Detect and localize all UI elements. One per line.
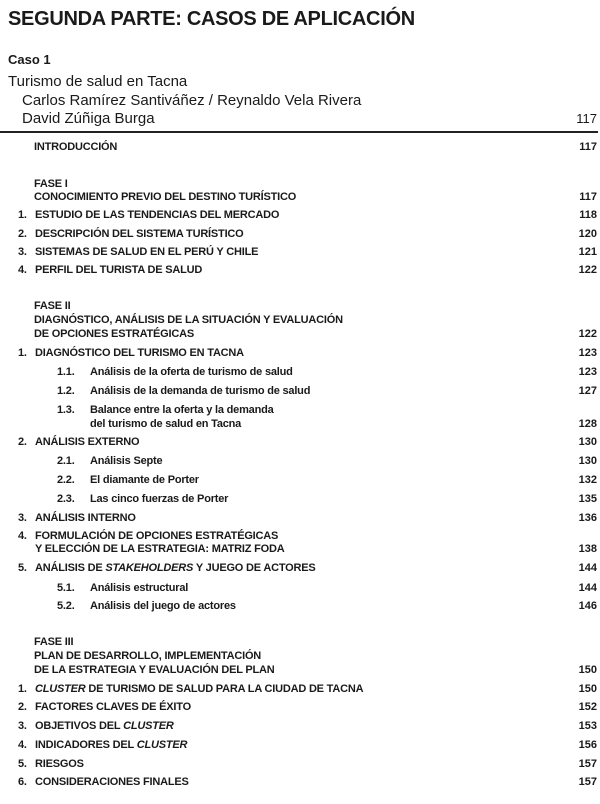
- item-text: OBJETIVOS DEL: [35, 720, 124, 732]
- page-number: 127: [578, 385, 597, 397]
- item-text: DE TURISMO DE SALUD PARA LA CIUDAD DE TACNA: [85, 683, 364, 695]
- toc-item[interactable]: FORMULACIÓN DE OPCIONES ESTRATÉGICAS: [35, 530, 279, 542]
- item-number: 2.2.: [57, 474, 75, 486]
- item-number: 1.: [18, 209, 27, 221]
- item-text-italic: CLUSTER: [123, 720, 174, 732]
- toc-item[interactable]: [35, 683, 363, 695]
- toc-subitem[interactable]: Las cinco fuerzas de Porter: [90, 493, 229, 505]
- page-number: 130: [578, 455, 597, 467]
- item-number: 5.1.: [57, 582, 75, 594]
- item-text-italic: STAKEHOLDERS: [105, 562, 194, 574]
- page-number: 122: [578, 328, 597, 340]
- fase-title-line1[interactable]: PLAN DE DESARROLLO, IMPLEMENTACIÓN: [34, 650, 262, 662]
- authors-line-2: David Zúñiga Burga: [22, 110, 155, 127]
- toc-item[interactable]: CONSIDERACIONES FINALES: [35, 776, 189, 788]
- toc-subitem[interactable]: Análisis Septe: [90, 455, 163, 467]
- item-number: 5.: [18, 758, 27, 770]
- page-number: 144: [578, 562, 597, 574]
- toc-item[interactable]: SISTEMAS DE SALUD EN EL PERÚ Y CHILE: [35, 246, 259, 258]
- toc-item[interactable]: ANÁLISIS INTERNO: [35, 512, 136, 524]
- fase-title-line1[interactable]: DIAGNÓSTICO, ANÁLISIS DE LA SITUACIÓN Y EVALUACIÓN: [34, 314, 343, 326]
- toc-subitem[interactable]: Análisis estructural: [90, 582, 189, 594]
- item-number: 5.: [18, 562, 27, 574]
- page-number: 150: [578, 683, 597, 695]
- page-number: 157: [578, 776, 597, 788]
- item-number: 1.2.: [57, 385, 75, 397]
- item-text: INDICADORES DEL: [35, 739, 137, 751]
- item-number: 2.1.: [57, 455, 75, 467]
- item-text-italic: CLUSTER: [136, 739, 188, 751]
- case-title: Turismo de salud en Tacna: [8, 73, 188, 90]
- fase-title-line2[interactable]: DE LA ESTRATEGIA Y EVALUACIÓN DEL PLAN: [34, 664, 275, 676]
- item-text: ANÁLISIS DE: [35, 562, 106, 574]
- divider: [0, 131, 598, 133]
- toc-item-line2[interactable]: Y ELECCIÓN DE LA ESTRATEGIA: MATRIZ FODA: [35, 543, 285, 555]
- item-number: 1.1.: [57, 366, 75, 378]
- case-label: Caso 1: [8, 52, 51, 67]
- item-number: 4.: [18, 739, 27, 751]
- item-number: 1.: [18, 347, 27, 359]
- page-number: 144: [578, 582, 597, 594]
- page-number: 152: [578, 701, 597, 713]
- fase-title[interactable]: CONOCIMIENTO PREVIO DEL DESTINO TURÍSTICO: [34, 191, 297, 203]
- page-number: 118: [579, 209, 597, 221]
- toc-subitem-line2[interactable]: del turismo de salud en Tacna: [90, 418, 242, 430]
- fase-label: FASE II: [34, 300, 71, 312]
- fase-label: FASE III: [34, 636, 74, 648]
- case-page: 117: [576, 111, 597, 126]
- page-number: 117: [579, 191, 597, 203]
- item-number: 2.: [18, 436, 27, 448]
- item-number: 3.: [18, 246, 27, 258]
- toc-item[interactable]: [35, 720, 174, 732]
- toc-item[interactable]: RIESGOS: [35, 758, 84, 770]
- page-number: 156: [578, 739, 597, 751]
- item-text-italic: CLUSTER: [35, 683, 86, 695]
- toc-subitem[interactable]: El diamante de Porter: [90, 474, 199, 486]
- page-number: 150: [578, 664, 597, 676]
- page-number: 122: [578, 264, 597, 276]
- page-number: 117: [579, 141, 597, 153]
- page-number: 157: [578, 758, 597, 770]
- page-number: 121: [578, 246, 597, 258]
- page-number: 138: [578, 543, 597, 555]
- page-number: 136: [578, 512, 597, 524]
- toc-item[interactable]: ANÁLISIS EXTERNO: [35, 436, 140, 448]
- toc-subitem[interactable]: Análisis de la demanda de turismo de salud: [90, 385, 311, 397]
- toc-subitem[interactable]: Balance entre la oferta y la demanda: [90, 404, 274, 416]
- toc-item[interactable]: ESTUDIO DE LAS TENDENCIAS DEL MERCADO: [35, 209, 280, 221]
- item-number: 1.: [18, 683, 27, 695]
- page-number: 123: [578, 366, 597, 378]
- item-text: Y JUEGO DE ACTORES: [193, 562, 316, 574]
- toc-item[interactable]: [35, 562, 316, 574]
- page-number: 130: [578, 436, 597, 448]
- page-number: 120: [578, 228, 597, 240]
- page-number: 132: [578, 474, 597, 486]
- item-number: 6.: [18, 776, 27, 788]
- toc-item[interactable]: DESCRIPCIÓN DEL SISTEMA TURÍSTICO: [35, 228, 244, 240]
- page-number: 128: [578, 418, 597, 430]
- item-number: 2.: [18, 228, 27, 240]
- toc-item[interactable]: DIAGNÓSTICO DEL TURISMO EN TACNA: [35, 347, 244, 359]
- item-number: 4.: [18, 264, 27, 276]
- part-heading: SEGUNDA PARTE: CASOS DE APLICACIÓN: [8, 8, 415, 30]
- toc-intro[interactable]: INTRODUCCIÓN: [34, 141, 118, 153]
- item-number: 2.3.: [57, 493, 75, 505]
- page-number: 153: [578, 720, 597, 732]
- item-number: 2.: [18, 701, 27, 713]
- item-number: 3.: [18, 512, 27, 524]
- toc-subitem[interactable]: Análisis de la oferta de turismo de salud: [90, 366, 293, 378]
- toc-item[interactable]: PERFIL DEL TURISTA DE SALUD: [35, 264, 203, 276]
- toc-item[interactable]: FACTORES CLAVES DE ÉXITO: [35, 701, 191, 713]
- item-number: 1.3.: [57, 404, 75, 416]
- item-number: 4.: [18, 530, 27, 542]
- page-number: 123: [578, 347, 597, 359]
- fase-label: FASE I: [34, 178, 68, 190]
- page-number: 146: [578, 600, 597, 612]
- item-number: 5.2.: [57, 600, 75, 612]
- fase-title-line2[interactable]: DE OPCIONES ESTRATÉGICAS: [34, 328, 195, 340]
- toc-item[interactable]: [35, 739, 187, 751]
- page-number: 135: [578, 493, 597, 505]
- authors-line-1: Carlos Ramírez Santiváñez / Reynaldo Vela Rivera: [22, 92, 362, 109]
- toc-subitem[interactable]: Análisis del juego de actores: [90, 600, 236, 612]
- item-number: 3.: [18, 720, 27, 732]
